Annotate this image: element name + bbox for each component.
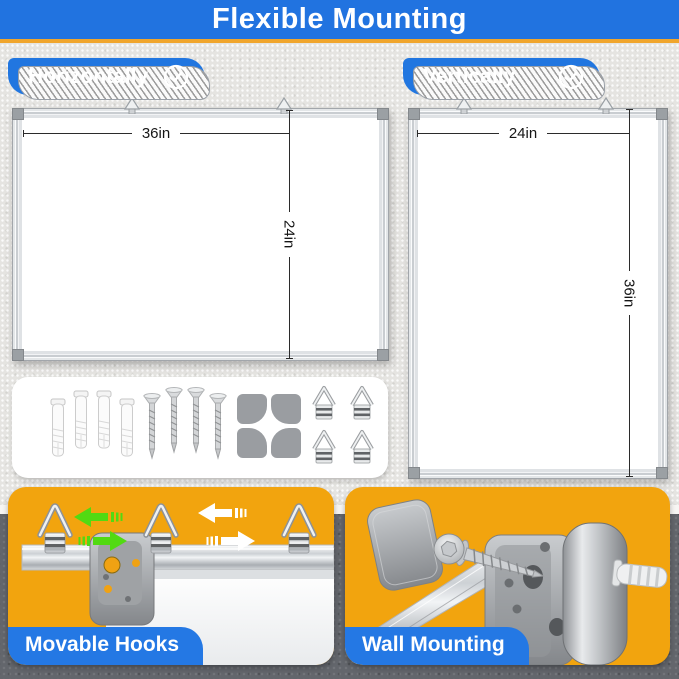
white-arrow-left-icon (198, 503, 247, 523)
triangle-hanger-icon (597, 97, 615, 114)
corner-cap (12, 349, 24, 361)
dimension-height (282, 110, 296, 359)
hardware-kit-illustration (12, 377, 388, 478)
triangle-hanger-icon (314, 388, 372, 463)
green-arrow-left-icon (74, 507, 123, 527)
tag-vertically-label: Vertically (423, 64, 516, 88)
corner-cap (12, 108, 24, 120)
wall-mounting-label: Wall Mounting (345, 627, 529, 665)
dimension-height-label: 36in (620, 278, 638, 308)
screw-icon (144, 388, 226, 459)
corner-bracket (90, 533, 154, 625)
tag-horizontally-label: Horizontally (28, 64, 149, 88)
dimension-width-label: 36in (141, 125, 171, 142)
wall-anchor-icon (51, 391, 134, 456)
tag-vertically (403, 58, 600, 95)
dimension-height-label: 24in (280, 220, 298, 249)
dimension-width (417, 125, 629, 142)
corner-cap (656, 108, 668, 120)
corner-cap (408, 467, 420, 479)
movable-hook (146, 506, 176, 553)
dimension-height (622, 109, 636, 477)
movable-hooks-panel (8, 487, 334, 665)
corner-cap (377, 108, 389, 120)
corner-cap-icon (237, 394, 301, 458)
whiteboard-horizontal (12, 108, 389, 361)
wall-mounting-panel (345, 487, 670, 665)
page-title: Flexible Mounting (212, 3, 467, 35)
corner-cap (377, 349, 389, 361)
whiteboard-vertical (408, 108, 668, 479)
movable-hook (284, 506, 314, 553)
movable-hooks-label: Movable Hooks (8, 627, 203, 665)
accent-line (0, 39, 679, 43)
dimension-width-label: 24in (508, 125, 538, 142)
tag-horizontally (8, 58, 205, 95)
corner-cap (408, 108, 420, 120)
hardware-kit-panel (12, 377, 388, 478)
dimension-width (23, 125, 289, 142)
header-banner (0, 0, 679, 39)
corner-cap (656, 467, 668, 479)
check-circle-icon (558, 64, 584, 90)
check-circle-icon (163, 64, 189, 90)
movable-hook (40, 506, 70, 553)
corner-cap (365, 497, 445, 592)
